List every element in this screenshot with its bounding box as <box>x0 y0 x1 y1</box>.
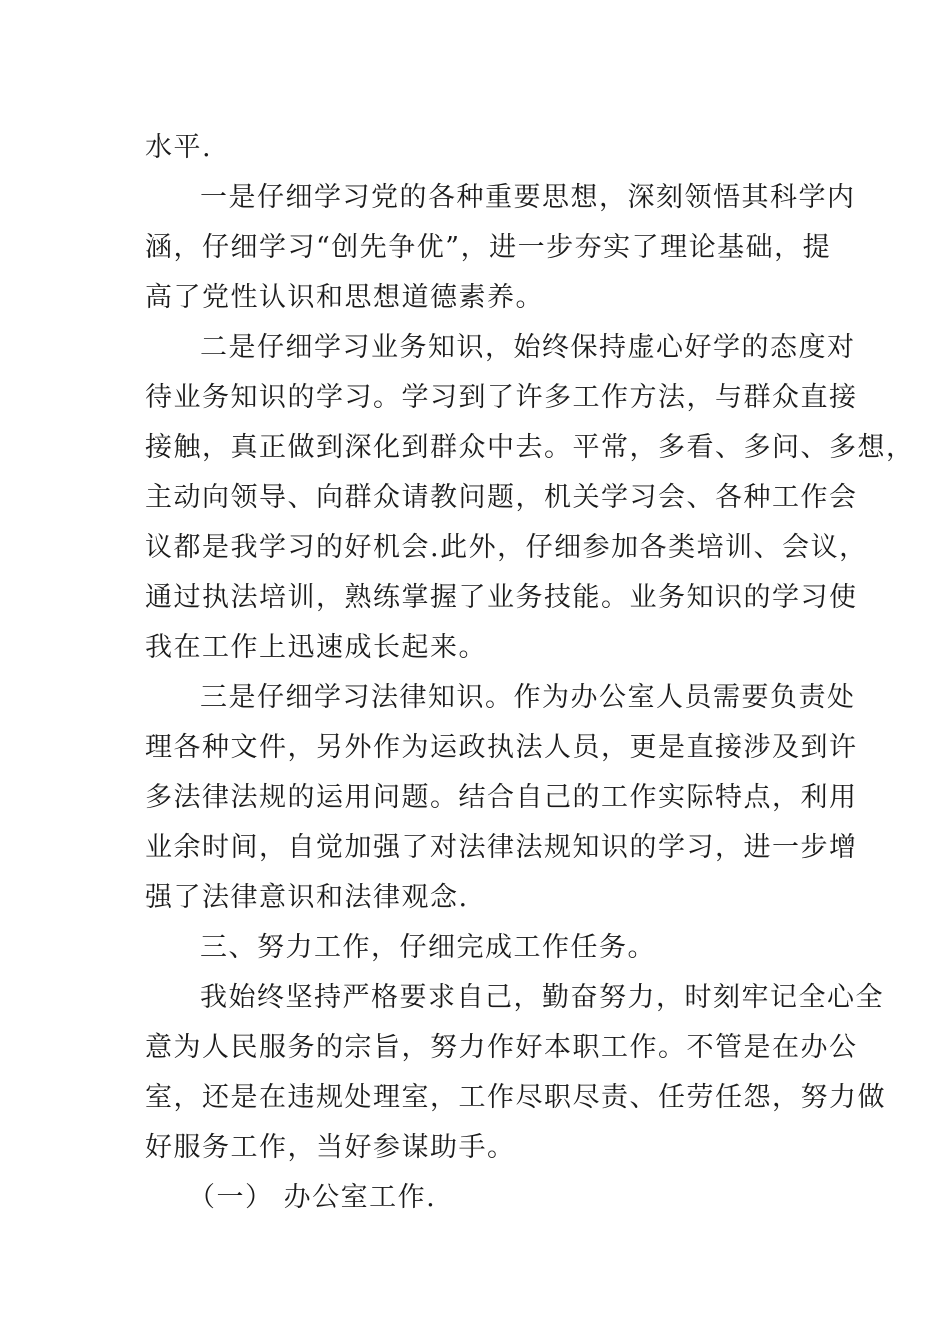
text-line: 通过执法培训，熟练掌握了业务技能。业务知识的学习使 <box>145 582 858 613</box>
text-line: 水平. <box>145 132 213 163</box>
text-line: 主动向领导、向群众请教问题，机关学习会、各种工作会 <box>145 482 858 513</box>
paragraph-first-line: 一是仔细学习党的各种重要思想，深刻领悟其科学内 <box>200 182 856 213</box>
subsection-heading: （一） 办公室工作. <box>188 1182 437 1213</box>
text-line: 涵，仔细学习“创先争优”，进一步夯实了理论基础，提 <box>145 232 832 263</box>
text-line: 好服务工作，当好参谋助手。 <box>145 1132 516 1163</box>
paragraph-first-line: 我始终坚持严格要求自己，勤奋努力，时刻牢记全心全 <box>200 982 884 1013</box>
text-line: 议都是我学习的好机会.此外，仔细参加各类培训、会议， <box>145 532 868 563</box>
text-line: 多法律法规的运用问题。结合自己的工作实际特点，利用 <box>145 782 858 813</box>
text-line: 接触，真正做到深化到群众中去。平常，多看、多问、多想， <box>145 432 915 463</box>
paragraph-first-line: 三是仔细学习法律知识。作为办公室人员需要负责处 <box>200 682 856 713</box>
text-line: 高了党性认识和思想道德素养。 <box>145 282 544 313</box>
text-line: 强了法律意识和法律观念. <box>145 882 469 913</box>
text-line: 我在工作上迅速成长起来。 <box>145 632 487 663</box>
text-line: 业余时间，自觉加强了对法律法规知识的学习，进一步增 <box>145 832 858 863</box>
text-line: 待业务知识的学习。学习到了许多工作方法，与群众直接 <box>145 382 858 413</box>
text-line: 意为人民服务的宗旨，努力作好本职工作。不管是在办公 <box>145 1032 858 1063</box>
text-line: 室，还是在违规处理室，工作尽职尽责、任劳任怨，努力做 <box>145 1082 886 1113</box>
paragraph-first-line: 二是仔细学习业务知识，始终保持虚心好学的态度对 <box>200 332 856 363</box>
text-line: 理各种文件，另外作为运政执法人员，更是直接涉及到许 <box>145 732 858 763</box>
section-heading: 三、努力工作，仔细完成工作任务。 <box>200 932 656 963</box>
